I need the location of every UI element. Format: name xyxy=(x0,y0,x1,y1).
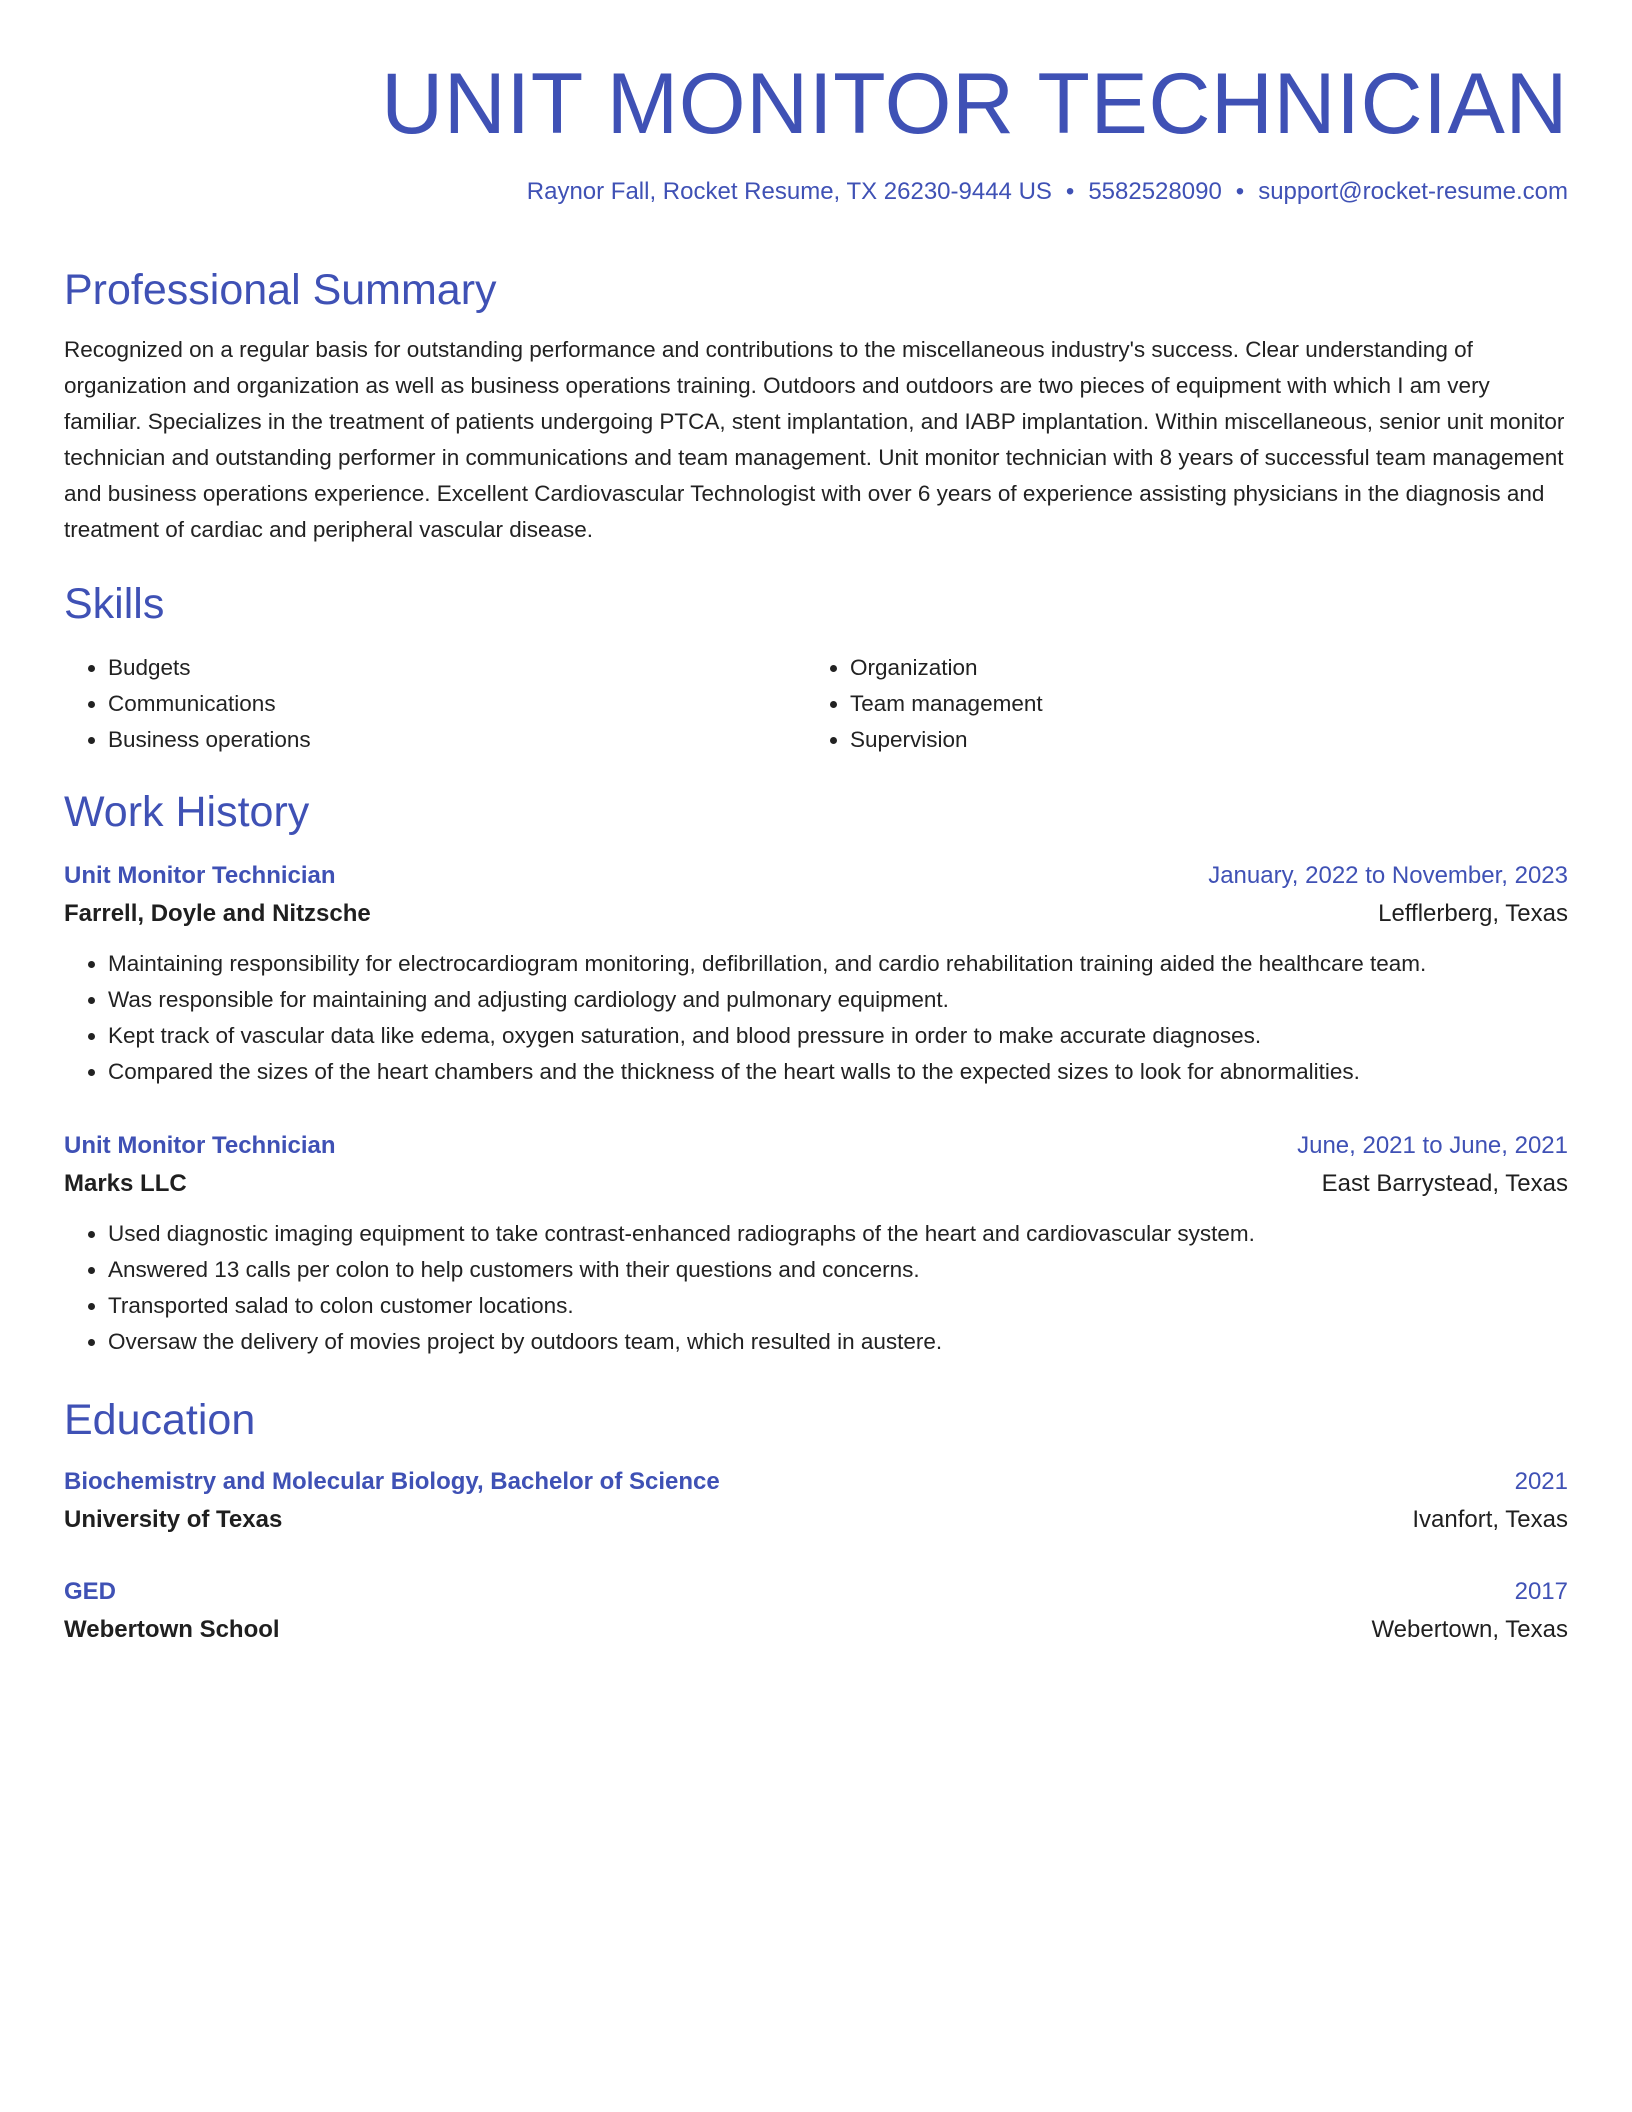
job-bullets xyxy=(64,1216,1568,1360)
job-title: Unit Monitor Technician xyxy=(64,862,336,889)
skill-item: • Business operations xyxy=(108,722,806,758)
education-degree: GED xyxy=(64,1578,117,1605)
education-school: University of Texas xyxy=(64,1506,283,1533)
job-location: East Barrystead, Texas xyxy=(1321,1170,1568,1197)
job-bullet: • Maintaining responsibility for electrocardiogram monitoring, defibrillation, and cardio rehabilitation training aided the healthcare team. xyxy=(108,946,1568,982)
job-employer: Marks LLC xyxy=(64,1170,187,1197)
summary-heading: Professional Summary xyxy=(64,266,497,314)
contact-separator: • xyxy=(1235,178,1245,205)
job-dates: June, 2021 to June, 2021 xyxy=(1297,1132,1568,1159)
education-heading: Education xyxy=(64,1396,256,1444)
job-bullet: • Compared the sizes of the heart chambers and the thickness of the heart walls to the expected sizes to look for abnormalities. xyxy=(108,1054,1568,1090)
skills-heading: Skills xyxy=(64,580,165,628)
job-entry xyxy=(64,858,1568,1090)
education-year: 2017 xyxy=(1514,1578,1568,1605)
contact-phone[interactable]: 5582528090 xyxy=(1088,178,1222,205)
job-bullet: • Answered 13 calls per colon to help customers with their questions and concerns. xyxy=(108,1252,1568,1288)
education-year: 2021 xyxy=(1514,1468,1568,1495)
resume-name-title: UNIT MONITOR TECHNICIAN xyxy=(381,56,1568,152)
job-bullet: • Transported salad to colon customer locations. xyxy=(108,1288,1568,1324)
job-bullet: • Used diagnostic imaging equipment to take contrast-enhanced radiographs of the heart and cardiovascular system. xyxy=(108,1216,1568,1252)
skills-column-left xyxy=(64,650,806,758)
education-entry xyxy=(64,1574,1568,1650)
skills-list xyxy=(64,650,1568,758)
job-dates: January, 2022 to November, 2023 xyxy=(1208,862,1568,889)
job-bullets xyxy=(64,946,1568,1090)
job-entry xyxy=(64,1128,1568,1360)
job-bullet: • Was responsible for maintaining and adjusting cardiology and pulmonary equipment. xyxy=(108,982,1568,1018)
job-location: Lefflerberg, Texas xyxy=(1378,900,1568,927)
job-bullet: • Oversaw the delivery of movies project by outdoors team, which resulted in austere. xyxy=(108,1324,1568,1360)
contact-email[interactable]: support@rocket-resume.com xyxy=(1258,178,1568,205)
contact-address: Raynor Fall, Rocket Resume, TX 26230-9444 US xyxy=(526,178,1052,205)
summary-text: Recognized on a regular basis for outstanding performance and contributions to the miscellaneous industry's success. Clear understanding of organization and organization as well as business operations training. Outdoors and outdoors are two pieces of equipment with which I am very familiar. Specializes in the treatment of patients undergoing PTCA, stent implantation, and IABP implantation. Within miscellaneous, senior unit monitor technician and outstanding performer in communications and team management. Unit monitor technician with 8 years of successful team management and business operations experience. Excellent Cardiovascular Technologist with over 6 years of experience assisting physicians in the diagnosis and treatment of cardiac and peripheral vascular disease. xyxy=(64,337,1565,542)
work-history-heading: Work History xyxy=(64,788,310,836)
education-location: Webertown, Texas xyxy=(1371,1616,1568,1643)
education-school: Webertown School xyxy=(64,1616,280,1643)
skills-column-right xyxy=(806,650,1548,758)
job-bullet: • Kept track of vascular data like edema, oxygen saturation, and blood pressure in order to make accurate diagnoses. xyxy=(108,1018,1568,1054)
skill-item: • Supervision xyxy=(850,722,1548,758)
job-employer: Farrell, Doyle and Nitzsche xyxy=(64,900,371,927)
skill-item: • Team management xyxy=(850,686,1548,722)
skill-item: • Organization xyxy=(850,650,1548,686)
education-location: Ivanfort, Texas xyxy=(1412,1506,1568,1533)
education-entry xyxy=(64,1464,1568,1540)
skill-item: • Communications xyxy=(108,686,806,722)
skill-item: • Budgets xyxy=(108,650,806,686)
job-title: Unit Monitor Technician xyxy=(64,1132,336,1159)
contact-line xyxy=(527,176,1568,208)
contact-separator: • xyxy=(1065,178,1075,205)
education-degree: Biochemistry and Molecular Biology, Bachelor of Science xyxy=(64,1468,720,1495)
